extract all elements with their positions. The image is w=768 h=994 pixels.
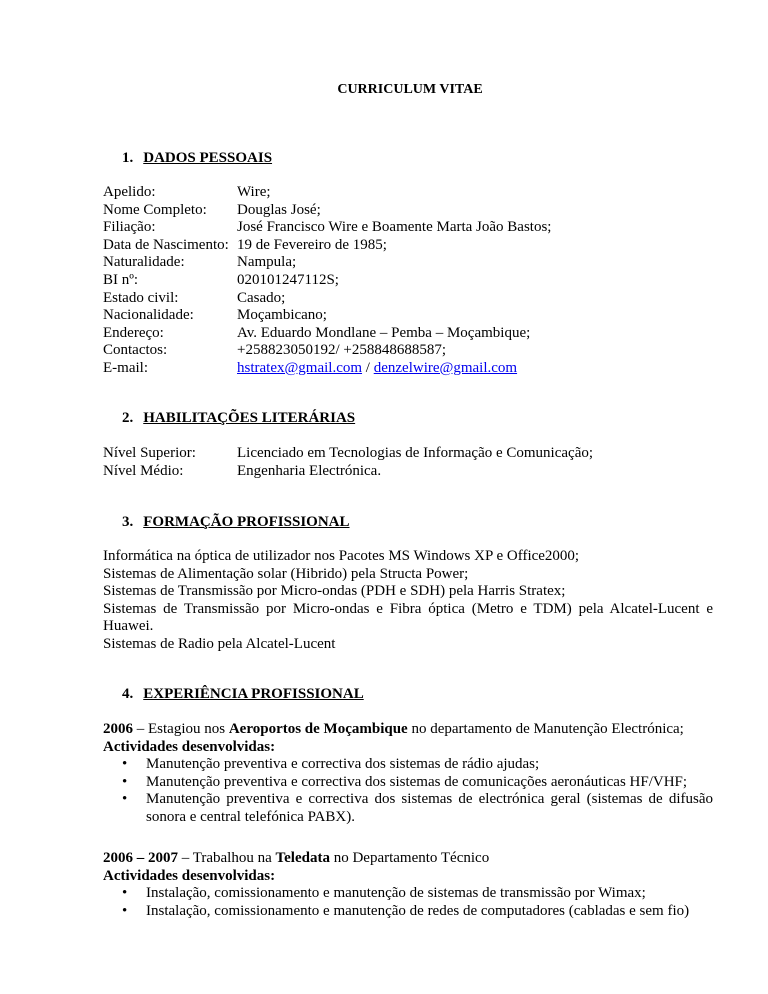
training-item: Sistemas de Alimentação solar (Hibrido) pela Structa Power;	[103, 565, 469, 582]
field-label: Data de Nascimento:	[103, 236, 229, 253]
activities-label: Actividades desenvolvidas:	[103, 867, 276, 884]
experience-text: no Departamento Técnico	[329, 850, 490, 866]
field-value: Nampula;	[237, 254, 297, 271]
field-row	[103, 184, 713, 202]
field-value: Licenciado em Tecnologias de Informação e Comunicação;	[237, 445, 594, 461]
section-heading-education	[122, 410, 355, 428]
section-title: DADOS PESSOAIS	[143, 150, 273, 166]
email-link-2[interactable]: denzelwire@gmail.com	[373, 359, 518, 376]
field-row	[103, 445, 713, 463]
document-title: CURRICULUM VITAE	[337, 82, 483, 97]
field-label: Nome Completo:	[103, 201, 207, 218]
personal-data	[103, 184, 713, 378]
field-value: 19 de Fevereiro de 1985;	[237, 236, 387, 253]
field-label: Endereço:	[103, 324, 164, 341]
field-row	[103, 325, 713, 343]
field-value: +258823050192/ +258848688587;	[237, 342, 447, 359]
field-label: Nacionalidade:	[103, 307, 194, 324]
field-row	[103, 237, 713, 255]
experience-entry	[103, 850, 713, 920]
section-number: 1.	[122, 150, 134, 166]
field-value: Douglas José;	[237, 201, 321, 218]
experience-header	[103, 721, 713, 739]
experience-organization: Aeroportos de Moçambique	[228, 721, 408, 737]
field-value: José Francisco Wire e Boamente Marta João Bastos;	[237, 219, 552, 236]
experience-entry	[103, 721, 713, 827]
training-list	[103, 548, 713, 654]
section-heading-experience	[122, 686, 364, 704]
section-title: EXPERIÊNCIA PROFISSIONAL	[143, 686, 364, 702]
experience-text: – Trabalhou na	[178, 850, 276, 866]
field-label: BI nº:	[103, 271, 139, 288]
field-row	[103, 463, 713, 481]
field-value: Casado;	[237, 289, 286, 306]
field-row	[103, 219, 713, 237]
field-row	[103, 202, 713, 220]
field-row	[103, 307, 713, 325]
field-label: E-mail:	[103, 359, 148, 376]
training-item: Sistemas de Transmissão por Micro-ondas e Fibra óptica (Metro e TDM) pela Alcatel-Lucent e Huawei.	[103, 600, 713, 635]
field-label: Estado civil:	[103, 289, 179, 306]
training-item: Sistemas de Radio pela Alcatel-Lucent	[103, 635, 336, 652]
field-value: 020101247112S;	[237, 271, 339, 288]
experience-text: – Estagiou nos	[133, 721, 229, 737]
activity-item: • Manutenção preventiva e correctiva dos sistemas de comunicações aeronáuticas HF/VHF;	[146, 774, 713, 792]
activities-list	[103, 885, 713, 920]
field-value: Moçambicano;	[237, 307, 327, 324]
field-row	[103, 272, 713, 290]
experience-organization: Teledata	[275, 850, 330, 866]
activity-item: • Manutenção preventiva e correctiva dos sistemas de rádio ajudas;	[146, 756, 713, 774]
field-row	[103, 254, 713, 272]
field-label: Nível Médio:	[103, 462, 184, 479]
experience-year: 2006 – 2007	[103, 850, 178, 866]
training-item: Sistemas de Transmissão por Micro-ondas (PDH e SDH) pela Harris Stratex;	[103, 583, 566, 600]
field-label: Apelido:	[103, 184, 156, 200]
training-item: Informática na óptica de utilizador nos Pacotes MS Windows XP e Office2000;	[103, 548, 580, 564]
education-list	[103, 445, 713, 480]
experience-year: 2006	[103, 721, 133, 737]
section-heading-training	[122, 514, 350, 532]
section-title: HABILITAÇÕES LITERÁRIAS	[143, 410, 356, 426]
email-row	[103, 360, 713, 378]
field-value: Av. Eduardo Mondlane – Pemba – Moçambique;	[237, 324, 531, 341]
email-separator: /	[362, 359, 374, 376]
activities-label: Actividades desenvolvidas:	[103, 738, 276, 755]
field-row	[103, 290, 713, 308]
field-label: Nível Superior:	[103, 445, 196, 461]
field-value: Engenharia Electrónica.	[237, 462, 382, 479]
field-label: Contactos:	[103, 342, 168, 359]
email-link-1[interactable]: hstratex@gmail.com	[237, 359, 363, 376]
section-title: FORMAÇÃO PROFISSIONAL	[143, 514, 350, 530]
section-number: 4.	[122, 686, 134, 702]
experience-header	[103, 850, 713, 868]
field-value: Wire;	[237, 184, 271, 200]
activities-list	[103, 756, 713, 826]
activity-item: • Instalação, comissionamento e manutenção de sistemas de transmissão por Wimax;	[146, 885, 713, 903]
section-number: 3.	[122, 514, 134, 530]
section-heading-personal	[122, 150, 272, 168]
activity-item: • Manutenção preventiva e correctiva dos sistemas de electrónica geral (sistemas de difusão sonora e central telefónica PABX).	[146, 791, 713, 826]
field-label: Filiação:	[103, 219, 156, 236]
activity-item: • Instalação, comissionamento e manutenção de redes de computadores (cabladas e sem fio)	[146, 903, 713, 921]
section-number: 2.	[122, 410, 134, 426]
experience-text: no departamento de Manutenção Electrónica;	[407, 721, 684, 737]
field-row	[103, 342, 713, 360]
field-label: Naturalidade:	[103, 254, 185, 271]
